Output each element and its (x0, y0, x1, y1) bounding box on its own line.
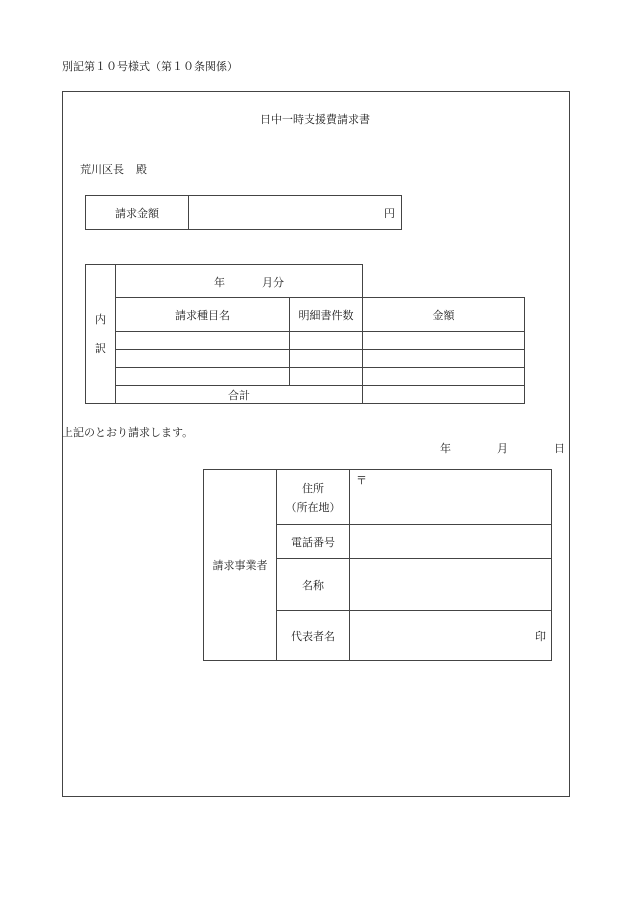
period-year: 年 (214, 276, 225, 289)
breakdown-row-1-item[interactable] (116, 332, 290, 350)
addressee-name: 荒川区長 (80, 163, 124, 176)
document-title: 日中一時支援費請求書 (260, 113, 370, 126)
applicant-group-label: 請求事業者 (204, 470, 277, 661)
breakdown-row-1-amount[interactable] (363, 332, 525, 350)
breakdown-row-2-item[interactable] (116, 350, 290, 368)
address-label-sub: （所在地） (285, 500, 341, 514)
amount-field[interactable] (189, 196, 402, 230)
breakdown-side-label (86, 265, 116, 404)
header-item: 請求種目名 (116, 298, 290, 332)
breakdown-row-2-count[interactable] (290, 350, 363, 368)
breakdown-side-bottom: 訳 (95, 342, 106, 355)
amount-label: 請求金額 (86, 196, 189, 230)
address-label-main: 住所 (302, 481, 324, 495)
amount-unit: 円 (384, 206, 395, 220)
postal-mark: 〒 (356, 474, 367, 487)
address-label (277, 470, 350, 525)
breakdown-row-3-item[interactable] (116, 368, 290, 386)
header-amount: 金額 (363, 298, 525, 332)
representative-field[interactable] (350, 611, 552, 661)
phone-field[interactable] (350, 525, 552, 559)
breakdown-row-3-amount[interactable] (363, 368, 525, 386)
phone-label: 電話番号 (277, 525, 350, 559)
breakdown-side-top: 内 (95, 313, 106, 326)
declaration: 上記のとおり請求します。 (62, 426, 194, 439)
representative-label: 代表者名 (277, 611, 350, 661)
seal-mark: 印 (535, 629, 546, 643)
header-count: 明細書件数 (290, 298, 363, 332)
period-month: 月分 (262, 276, 284, 289)
applicant-table (203, 469, 552, 661)
amount-table (85, 195, 402, 230)
breakdown-row-2-amount[interactable] (363, 350, 525, 368)
breakdown-row-1-count[interactable] (290, 332, 363, 350)
date-year: 年 (440, 442, 451, 455)
addressee-honorific: 殿 (136, 163, 147, 176)
addressee (80, 161, 147, 177)
total-label: 合計 (116, 386, 363, 404)
address-field[interactable] (350, 470, 552, 525)
breakdown-period[interactable] (116, 265, 363, 298)
breakdown-row-3-count[interactable] (290, 368, 363, 386)
business-name-field[interactable] (350, 559, 552, 611)
form-id: 別記第１０号様式（第１０条関係） (62, 60, 238, 73)
total-amount[interactable] (363, 386, 525, 404)
business-name-label: 名称 (277, 559, 350, 611)
date-day: 日 (554, 442, 565, 455)
breakdown-table (85, 264, 525, 404)
date-month: 月 (497, 442, 508, 455)
